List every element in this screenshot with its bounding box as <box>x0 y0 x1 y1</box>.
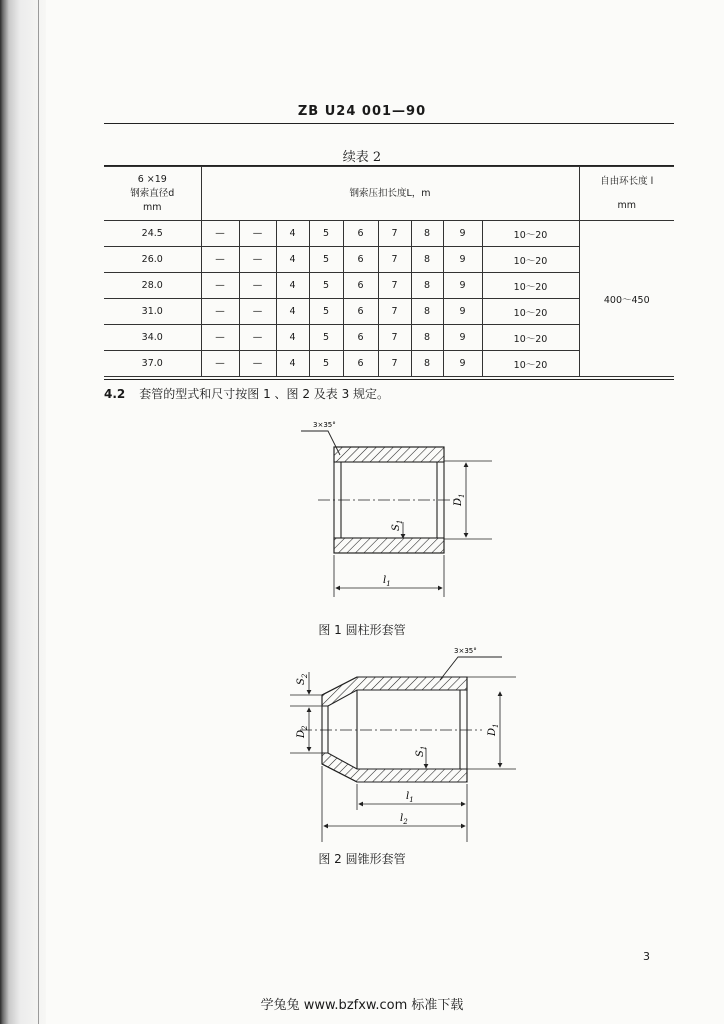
table-title: 续表 2 <box>342 150 382 165</box>
fig2-label-l1: $l_1$ <box>406 791 414 804</box>
col-length-head: 钢索压扣长度L，m <box>201 167 579 221</box>
fig2-label-d1: $D_1$ <box>487 723 500 736</box>
cell: 7 <box>378 273 411 299</box>
cell: 5 <box>309 351 343 377</box>
cell-diameter: 26.0 <box>104 247 201 273</box>
fig1-wall-bottom <box>334 538 444 553</box>
cell: — <box>201 351 239 377</box>
cell-free-loop-value: 400～450 <box>579 221 674 377</box>
cell: — <box>201 299 239 325</box>
cell: 4 <box>276 247 309 273</box>
cell-diameter: 31.0 <box>104 299 201 325</box>
cell: — <box>239 299 276 325</box>
page-number: 3 <box>643 950 650 963</box>
cell: 4 <box>276 325 309 351</box>
cell: 10～20 <box>482 221 579 247</box>
figure-2-caption: 图 2 圆锥形套管 <box>318 852 406 866</box>
fig2-label-d2: $D_2$ <box>296 725 309 738</box>
cell: 6 <box>343 351 378 377</box>
cell: 9 <box>443 351 482 377</box>
cell: 7 <box>378 299 411 325</box>
clause-text: 套管的型式和尺寸按图 1 、图 2 及表 3 规定。 <box>139 387 390 401</box>
cell: 10～20 <box>482 351 579 377</box>
cell: 9 <box>443 221 482 247</box>
fig1-label-s1: $S_1$ <box>391 519 404 531</box>
cell: — <box>239 325 276 351</box>
cell: — <box>239 247 276 273</box>
cell: — <box>239 221 276 247</box>
fig1-label-l1: $l_1$ <box>383 575 391 588</box>
cell: — <box>201 273 239 299</box>
cell: 9 <box>443 273 482 299</box>
cell-diameter: 24.5 <box>104 221 201 247</box>
cell: 10～20 <box>482 299 579 325</box>
cell: — <box>239 351 276 377</box>
cell: — <box>201 325 239 351</box>
cell: — <box>239 273 276 299</box>
cell-diameter: 37.0 <box>104 351 201 377</box>
cell: 9 <box>443 299 482 325</box>
fig2-label-s1: $S_1$ <box>415 745 428 757</box>
fig2-chamfer-label: 3×35° <box>454 647 477 655</box>
figure-1-cylindrical-sleeve <box>301 431 492 597</box>
cell: 4 <box>276 273 309 299</box>
col-free-loop-head-line2: mm <box>617 199 636 211</box>
fig1-wall-top <box>334 447 444 462</box>
cell: 7 <box>378 247 411 273</box>
cell: 6 <box>343 325 378 351</box>
cell: 9 <box>443 325 482 351</box>
cell: 4 <box>276 351 309 377</box>
cell: 10～20 <box>482 325 579 351</box>
col-diameter-head-line2: 钢索直径d <box>130 187 175 199</box>
cell: 7 <box>378 325 411 351</box>
cell: 6 <box>343 247 378 273</box>
cell: 8 <box>411 299 443 325</box>
clause-number: 4.2 <box>104 387 126 401</box>
cell: 10～20 <box>482 273 579 299</box>
cell: 8 <box>411 325 443 351</box>
cell-diameter: 34.0 <box>104 325 201 351</box>
cell: 10～20 <box>482 247 579 273</box>
cell: 8 <box>411 351 443 377</box>
cell: 7 <box>378 221 411 247</box>
cell: 5 <box>309 325 343 351</box>
cell: 4 <box>276 299 309 325</box>
cell: 6 <box>343 221 378 247</box>
cell: 8 <box>411 247 443 273</box>
fig2-wall-top <box>322 677 467 706</box>
cell: 9 <box>443 247 482 273</box>
cell: 6 <box>343 299 378 325</box>
cell: — <box>201 221 239 247</box>
cell: 4 <box>276 221 309 247</box>
cell: 7 <box>378 351 411 377</box>
cell: — <box>201 247 239 273</box>
fig1-chamfer-label: 3×35° <box>313 421 336 429</box>
cell: 5 <box>309 299 343 325</box>
cell: 8 <box>411 273 443 299</box>
cell: 5 <box>309 221 343 247</box>
cell-diameter: 28.0 <box>104 273 201 299</box>
footer-watermark-link[interactable]: 学兔兔 www.bzfxw.com 标准下载 <box>260 998 464 1013</box>
cell: 8 <box>411 221 443 247</box>
cell: 5 <box>309 247 343 273</box>
cell: 5 <box>309 273 343 299</box>
standard-code-header: ZB U24 001—90 <box>297 104 427 119</box>
col-diameter-head-line3: mm <box>142 201 162 213</box>
fig1-label-d1: $D_1$ <box>453 493 466 506</box>
figure-1-caption: 图 1 圆柱形套管 <box>318 623 406 637</box>
col-diameter-head-line1: 6 ×19 <box>137 173 167 185</box>
fig2-wall-bottom <box>322 753 467 782</box>
fig2-label-s2: $S_2$ <box>296 673 309 685</box>
col-free-loop-head-line1: 自由环长度 l <box>600 175 654 187</box>
fig2-label-l2: $l_2$ <box>400 813 408 826</box>
cell: 6 <box>343 273 378 299</box>
